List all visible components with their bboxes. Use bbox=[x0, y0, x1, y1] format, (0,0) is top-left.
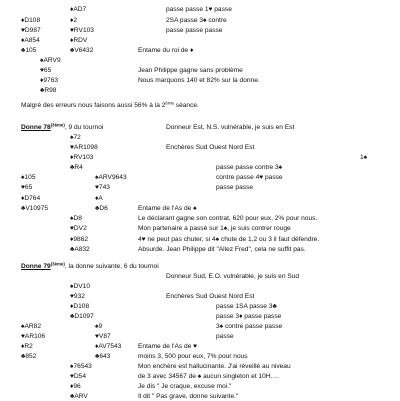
card-holding: ♥65 bbox=[21, 184, 33, 191]
card-holding: ♦A854 bbox=[21, 37, 40, 44]
comment-line: Nous marquons 140 et 82% sur la donne. bbox=[138, 77, 260, 84]
card-holding: ♦AV7543 bbox=[95, 343, 122, 350]
card-holding: ♣852 bbox=[21, 353, 37, 360]
comment-line: Le déclarant gagne son contrat, 620 pour eux, 2% pour nous. bbox=[138, 215, 318, 222]
card-holding: ♦D108 bbox=[70, 303, 90, 310]
bidding-row: contre passe 4♥ passe bbox=[216, 174, 283, 181]
comment-line: Mon enchère est hallucinante. J'ai réveillé au niveau bbox=[138, 363, 291, 370]
card-holding: ♣D6 bbox=[95, 205, 108, 212]
card-holding: ♠ARV9643 bbox=[95, 174, 127, 181]
comment-line: 4♥ ne peut pas chuter, si 4♠ chute de 1,2 ou 3 il faut défendre. bbox=[138, 236, 320, 243]
card-holding: ♣R4 bbox=[70, 164, 83, 171]
card-holding: ♦9862 bbox=[70, 236, 89, 243]
bidding-row: 3♠ contre passe passe bbox=[216, 323, 283, 330]
bidding-row: passe passe passe bbox=[166, 27, 223, 34]
card-holding: ♥AR106 bbox=[21, 333, 46, 340]
card-holding: ♣ARV bbox=[70, 393, 88, 400]
note-superscript: ème bbox=[165, 100, 174, 106]
bidding-row: passe 1SA passe 3♣ bbox=[216, 303, 277, 310]
comment-line: Entame du roi de ♦ bbox=[138, 47, 194, 54]
card-holding: ♥D987 bbox=[21, 27, 41, 34]
comment-line: de 3 avec 34567 de ♠ aucun singleton et 10H…. bbox=[138, 373, 279, 380]
card-holding: ♦D108 bbox=[21, 17, 41, 24]
bidding-row: passe bbox=[216, 333, 234, 340]
deal-78-title-sup: (3ème) bbox=[50, 122, 65, 128]
bidding-row: passe 3♦ passe passe bbox=[216, 313, 282, 320]
card-holding: ♦2 bbox=[70, 17, 78, 24]
deal-78-title-rest: , 9 du tournoi bbox=[64, 124, 104, 131]
deal-79-bidding-header: Enchères Sud Ouest Nord Est bbox=[166, 293, 255, 300]
comment-line: Il dit " Pas grave, donne suivante." bbox=[138, 393, 239, 400]
card-holding: ♥RV103 bbox=[70, 27, 94, 34]
card-holding: ♦RV103 bbox=[70, 154, 94, 161]
card-holding: ♠72 bbox=[70, 134, 81, 141]
session-note-text: Malgré des erreurs nous faisons aussi 56% à la 2ème séance. bbox=[21, 100, 199, 109]
card-holding: ♦96 bbox=[70, 383, 81, 390]
card-holding: ♥65 bbox=[40, 67, 52, 74]
card-holding: ♠ARV9 bbox=[40, 57, 61, 64]
session-note bbox=[21, 100, 199, 110]
card-holding: ♦RDV bbox=[70, 37, 88, 44]
card-holding: ♠9 bbox=[95, 323, 103, 330]
card-holding: ♥V87 bbox=[95, 333, 111, 340]
deal-78-title-main: Donne 78 bbox=[21, 124, 51, 131]
bidding-row: passe passe bbox=[216, 184, 254, 191]
deal-79-title-main: Donne 79 bbox=[21, 263, 51, 270]
bidding-row: passe passe 1♥ passe bbox=[166, 6, 232, 13]
card-holding: ♦AD7 bbox=[70, 6, 87, 13]
card-holding: ♣643 bbox=[95, 353, 111, 360]
card-holding: ♥932 bbox=[70, 293, 85, 300]
card-holding: ♥743 bbox=[95, 184, 110, 191]
deal-79-title bbox=[21, 261, 159, 271]
card-holding: ♠76543 bbox=[70, 363, 92, 370]
card-holding: ♣105 bbox=[21, 47, 37, 54]
deal-79-header: Donneur Sud, E.O. vulnérable, je suis en Sud bbox=[166, 273, 300, 280]
deal-79-title-sup: (3ème) bbox=[50, 261, 65, 267]
card-holding: ♥DV2 bbox=[70, 225, 87, 232]
card-holding: ♣V10975 bbox=[21, 205, 49, 212]
comment-line: Je dis " Je craque, excuse moi." bbox=[138, 383, 232, 390]
bidding-row: passe passe contre 3♠ bbox=[216, 164, 283, 171]
card-holding: ♥AR1098 bbox=[70, 144, 98, 151]
comment-line: Jean Philippe gagne sans problème bbox=[138, 67, 243, 74]
deal-79-title-rest: , la donne suivante, 6 du tournoi bbox=[64, 263, 159, 270]
card-holding: ♣A832 bbox=[70, 246, 90, 253]
bidding-row: 1♠ bbox=[360, 154, 368, 161]
bidding-row: 2SA passe 3♠ contre bbox=[166, 17, 227, 24]
deal-78-bidding-header: Enchères Sud Ouest Nord Est bbox=[166, 144, 255, 151]
comment-line: moins 3, 500 pour eux, 7% pour nous bbox=[138, 353, 248, 360]
comment-line: Entame de l'As de ♠ bbox=[138, 205, 197, 212]
card-holding: ♦A bbox=[95, 195, 103, 202]
deal-78-header: Donneur Est, N.S. vulnérable, je suis en Est bbox=[166, 124, 295, 131]
card-holding: ♣D1097 bbox=[70, 313, 94, 320]
card-holding: ♣V6432 bbox=[70, 47, 94, 54]
card-holding: ♠DV10 bbox=[70, 283, 90, 290]
card-holding: ♦9763 bbox=[40, 77, 59, 84]
card-holding: ♠105 bbox=[21, 174, 36, 181]
comment-line: Entame de l'As de ♥ bbox=[138, 343, 198, 350]
card-holding: ♠AR82 bbox=[21, 323, 41, 330]
deal-78-title bbox=[21, 122, 104, 132]
comment-line: Absurde. Jean Philippe dit "Allez Fred", cela ne suffit pas. bbox=[138, 246, 306, 253]
card-holding: ♣R98 bbox=[40, 87, 57, 94]
comment-line: Mon partenaire a passé sur 1♠, je suis contrer rouge bbox=[138, 225, 291, 232]
card-holding: ♠D8 bbox=[70, 215, 82, 222]
card-holding: ♦R2 bbox=[21, 343, 33, 350]
card-holding: ♦D764 bbox=[21, 195, 41, 202]
card-holding: ♥D54 bbox=[70, 373, 87, 380]
